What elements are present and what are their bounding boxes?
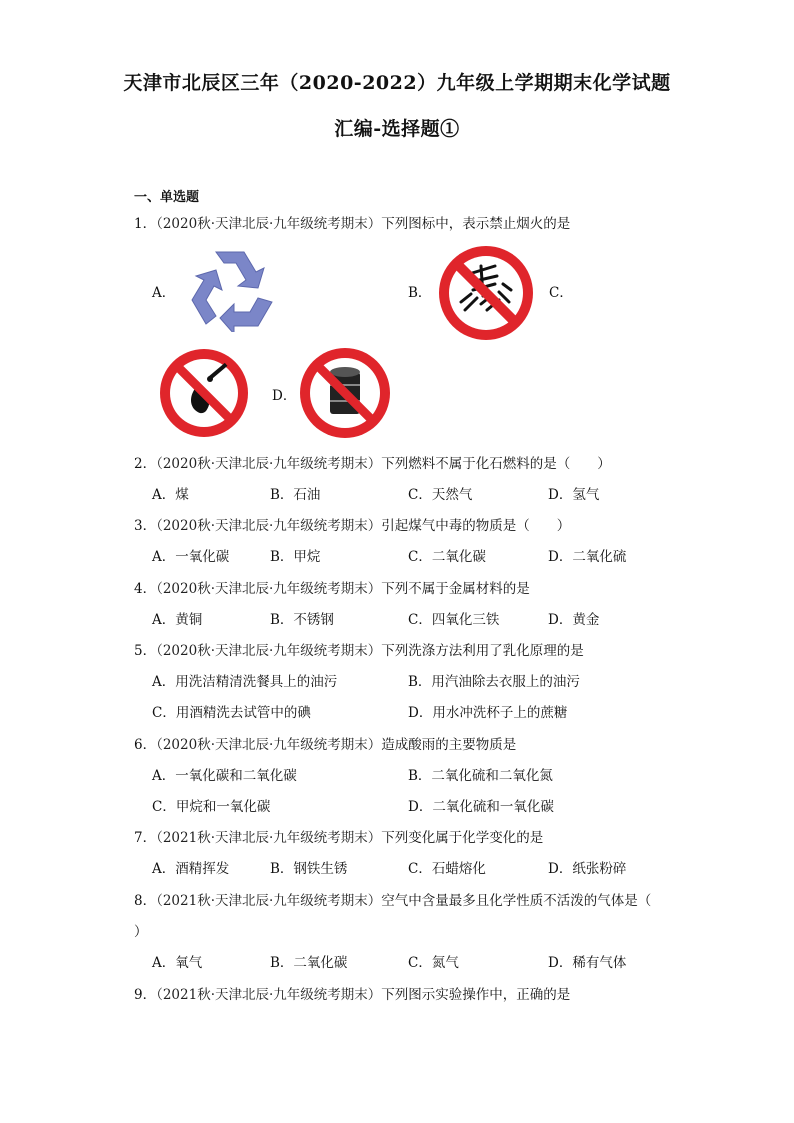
- option-2b: B．石油: [270, 487, 321, 503]
- doc-title-line2: 汇编-选择题①: [334, 118, 460, 140]
- option-5b: B．用汽油除去衣服上的油污: [408, 674, 580, 690]
- question-2: 2．（2020秋·天津北辰·九年级统考期末）下列燃料不属于化石燃料的是（ ）: [134, 456, 611, 472]
- option-6b: B．二氧化硫和二氧化氮: [408, 768, 553, 784]
- option-7d: D．纸张粉碎: [548, 861, 627, 877]
- question-4: 4．（2020秋·天津北辰·九年级统考期末）下列不属于金属材料的是: [134, 581, 530, 597]
- option-1a-label: A．: [152, 285, 176, 301]
- option-2a: A．煤: [152, 487, 189, 503]
- recycle-icon: [186, 246, 278, 332]
- option-6d: D．二氧化硫和一氧化碳: [408, 799, 554, 815]
- section-heading: 一、单选题: [134, 190, 200, 205]
- option-6c: C．甲烷和一氧化碳: [152, 799, 271, 815]
- question-6: 6．（2020秋·天津北辰·九年级统考期末）造成酸雨的主要物质是: [134, 737, 517, 753]
- no-fire-icon: [158, 347, 250, 439]
- option-4a: A．黄铜: [152, 612, 203, 628]
- doc-title-line1: 天津市北辰区三年（2020-2022）九年级上学期期末化学试题: [123, 72, 671, 94]
- option-3a: A．一氧化碳: [152, 549, 230, 565]
- question-8: 8．（2021秋·天津北辰·九年级统考期末）空气中含量最多且化学性质不活泼的气体是（: [134, 893, 652, 909]
- option-8a: A．氧气: [152, 955, 203, 971]
- option-8b: B．二氧化碳: [270, 955, 348, 971]
- option-7c: C．石蜡熔化: [408, 861, 486, 877]
- question-1: 1．（2020秋·天津北辰·九年级统考期末）下列图标中，表示禁止烟火的是: [134, 216, 571, 232]
- option-4c: C．四氧化三铁: [408, 612, 500, 628]
- option-2c: C．天然气: [408, 487, 473, 503]
- question-7: 7．（2021秋·天津北辰·九年级统考期末）下列变化属于化学变化的是: [134, 830, 544, 846]
- question-8-continuation: ）: [134, 924, 148, 940]
- option-8d: D．稀有气体: [548, 955, 627, 971]
- option-8c: C．氮气: [408, 955, 459, 971]
- option-5a: A．用洗洁精清洗餐具上的油污: [152, 674, 338, 690]
- question-5: 5．（2020秋·天津北辰·九年级统考期末）下列洗涤方法利用了乳化原理的是: [134, 643, 584, 659]
- option-5d: D．用水冲洗杯子上的蔗糖: [408, 705, 568, 721]
- option-3c: C．二氧化碳: [408, 549, 486, 565]
- option-6a: A．一氧化碳和二氧化碳: [152, 768, 297, 784]
- option-4b: B．不锈钢: [270, 612, 334, 628]
- option-4d: D．黄金: [548, 612, 600, 628]
- no-oil-drum-icon: [298, 346, 392, 440]
- option-3b: B．甲烷: [270, 549, 321, 565]
- question-3: 3．（2020秋·天津北辰·九年级统考期末）引起煤气中毒的物质是（ ）: [134, 518, 571, 534]
- option-7a: A．酒精挥发: [152, 861, 230, 877]
- option-5c: C．用酒精洗去试管中的碘: [152, 705, 311, 721]
- option-3d: D．二氧化硫: [548, 549, 627, 565]
- option-1c-label: C．: [549, 285, 573, 301]
- option-2d: D．氢气: [548, 487, 600, 503]
- option-1d-label: D．: [272, 388, 297, 404]
- no-open-burning-icon: [437, 244, 535, 342]
- question-9: 9．（2021秋·天津北辰·九年级统考期末）下列图示实验操作中，正确的是: [134, 987, 571, 1003]
- option-7b: B．钢铁生锈: [270, 861, 348, 877]
- option-1b-label: B．: [408, 285, 432, 301]
